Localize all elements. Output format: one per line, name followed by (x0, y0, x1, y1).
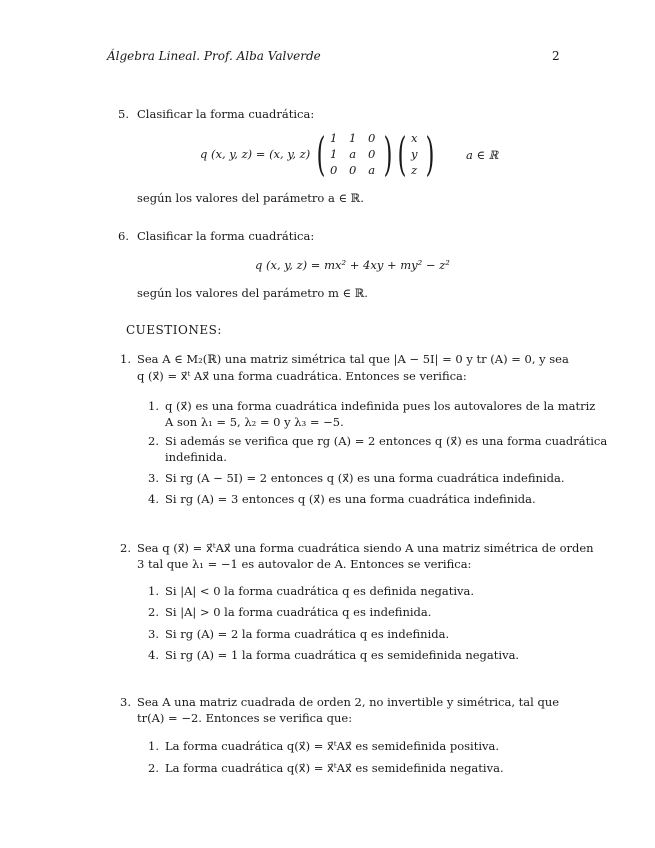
matrix-cell: 0 (330, 162, 338, 177)
option-text-line: indefinida. (165, 450, 227, 464)
quadratic-form-matrix-equation (200, 128, 433, 180)
section-title: CUESTIONES: (126, 323, 222, 337)
option-text-line: Si además se verifica que rg (A) = 2 entonces q (x⃗) es una forma cuadrática (165, 434, 608, 448)
option-number: 2. (148, 605, 159, 619)
option-number: 4. (148, 492, 159, 506)
question-number: 2. (120, 541, 131, 555)
quadratic-form-formula: q (x, y, z) = mx² + 4xy + my² − z² (255, 258, 450, 272)
option-text-line: q (x⃗) es una forma cuadrática indefinida pues los autovalores de la matriz (165, 399, 596, 413)
option-number: 3. (148, 471, 159, 485)
exercise-statement: Clasificar la forma cuadrática: (137, 229, 315, 243)
option-text-line: Si rg (A) = 2 la forma cuadrática q es indefinida. (165, 627, 450, 641)
formula-lhs: q (x, y, z) = (x, y, z) (200, 147, 311, 161)
right-paren-icon: ) (383, 127, 393, 181)
question-text-line: 3 tal que λ₁ = −1 es autovalor de A. Entonces se verifica: (137, 557, 472, 571)
option-text-line: Si rg (A) = 3 entonces q (x⃗) es una forma cuadrática indefinida. (165, 492, 536, 506)
matrix-cell: 1 (349, 130, 357, 145)
option-text-line: La forma cuadrática q(x⃗) = x⃗ᵗAx⃗ es semidefinida positiva. (165, 739, 500, 753)
option-text-line: Si |A| > 0 la forma cuadrática q es indefinida. (165, 605, 432, 619)
option-number: 1. (148, 584, 159, 598)
question-text-line: tr(A) = −2. Entonces se verifica que: (137, 711, 353, 725)
vector-cell: y (410, 146, 418, 161)
coefficient-matrix (314, 127, 393, 181)
matrix-cell: 1 (330, 146, 338, 161)
exercise-number: 5. (118, 107, 129, 121)
option-text-line: Si |A| < 0 la forma cuadrática q es definida negativa. (165, 584, 475, 598)
matrix-cell: a (349, 146, 357, 161)
page-header-title: Álgebra Lineal. Prof. Alba Valverde (107, 49, 321, 63)
vector-cell: x (410, 130, 418, 145)
matrix-cell: 1 (330, 130, 338, 145)
question-text-line: Sea A una matriz cuadrada de orden 2, no invertible y simétrica, tal que (137, 695, 560, 709)
question-number: 3. (120, 695, 131, 709)
left-paren-icon: ( (397, 127, 407, 181)
question-text-line: q (x⃗) = x⃗ᵗ Ax⃗ una forma cuadrática. Entonces se verifica: (137, 369, 467, 383)
page-number: 2 (552, 49, 560, 63)
variable-vector (395, 127, 435, 181)
exercise-footer: según los valores del parámetro a ∈ ℝ. (137, 191, 364, 205)
option-text-line: A son λ₁ = 5, λ₂ = 0 y λ₃ = −5. (165, 415, 344, 429)
option-text-line: Si rg (A − 5I) = 2 entonces q (x⃗) es una forma cuadrática indefinida. (165, 471, 565, 485)
question-number: 1. (120, 352, 131, 366)
option-number: 2. (148, 434, 159, 448)
matrix-cell: 0 (368, 130, 376, 145)
exercise-footer: según los valores del parámetro m ∈ ℝ. (137, 286, 368, 300)
matrix-cell: 0 (368, 146, 376, 161)
matrix-cell: 0 (349, 162, 357, 177)
option-number: 3. (148, 627, 159, 641)
right-paren-icon: ) (425, 127, 435, 181)
option-text-line: La forma cuadrática q(x⃗) = x⃗ᵗAx⃗ es semidefinida negativa. (165, 761, 504, 775)
option-text-line: Si rg (A) = 1 la forma cuadrática q es semidefinida negativa. (165, 648, 520, 662)
question-text-line: Sea q (x⃗) = x⃗ᵗAx⃗ una forma cuadrática siendo A una matriz simétrica de orden (137, 541, 594, 555)
option-number: 4. (148, 648, 159, 662)
matrix-cell: a (368, 162, 376, 177)
option-number: 1. (148, 739, 159, 753)
question-text-line: Sea A ∈ M₂(ℝ) una matriz simétrica tal que |A − 5I| = 0 y tr (A) = 0, y sea (137, 352, 569, 366)
parameter-condition: a ∈ ℝ (466, 148, 499, 162)
exercise-number: 6. (118, 229, 129, 243)
exercise-statement: Clasificar la forma cuadrática: (137, 107, 315, 121)
option-number: 1. (148, 399, 159, 413)
vector-cell: z (411, 162, 418, 177)
option-number: 2. (148, 761, 159, 775)
left-paren-icon: ( (316, 127, 326, 181)
